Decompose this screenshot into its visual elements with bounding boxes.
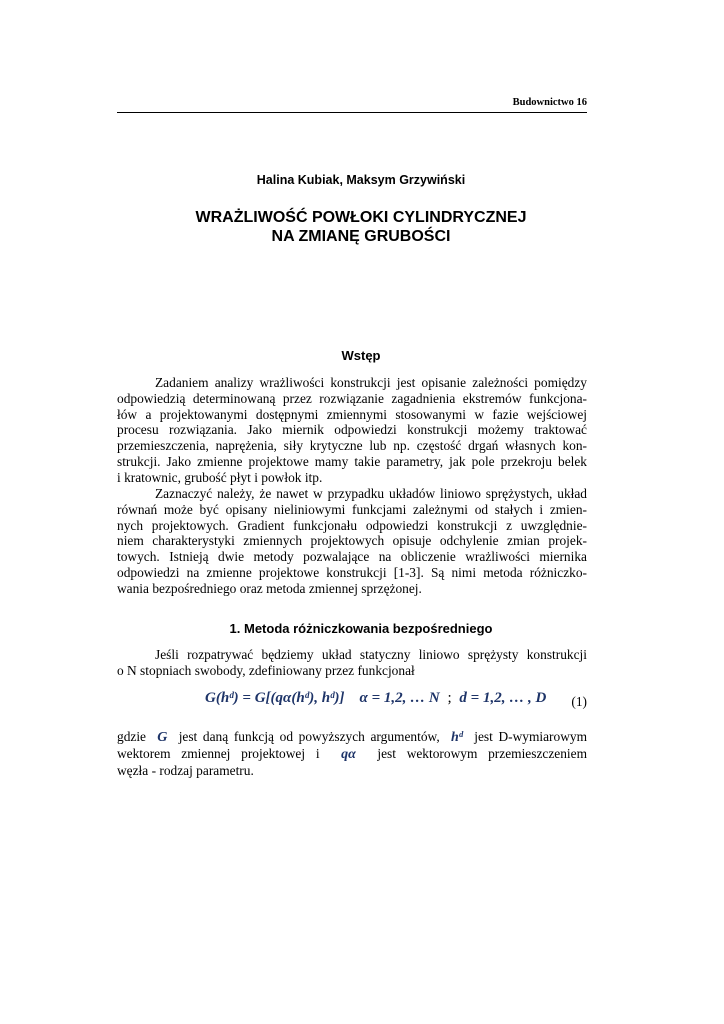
formula-alpha-range: α = 1,2, … N: [359, 690, 440, 706]
formula-separator: ;: [447, 690, 452, 706]
text-line: i kratownic, grubość płyt i powłok itp.: [117, 469, 323, 485]
text-line: o N stopniach swobody, zdefiniowany przez funkcjonał: [117, 662, 415, 678]
text-line: towych. Istnieją dwie metody pozwalające na obliczenie wrażliwości miernika: [117, 549, 587, 565]
text-line: odpowiedzi na zmienne projektowe konstrukcji [1-3]. Są nimi metoda różniczko-: [117, 564, 587, 580]
text-line: Zadaniem analizy wrażliwości konstrukcji jest opisanie zależności pomiędzy: [155, 375, 587, 390]
text-line: równań może być opisany nieliniowymi funkcjami zależnymi od stałych i zmien-: [117, 501, 587, 517]
journal-name: Budownictwo 16: [512, 97, 587, 108]
symbol-h: hᵈ: [450, 730, 463, 745]
intro-paragraph-1: [117, 375, 587, 486]
equation-number: (1): [571, 694, 587, 709]
text-line: Jeśli rozpatrywać będziemy układ statyczny liniowo sprężysty konstrukcji: [155, 647, 587, 662]
symbol-g: G: [157, 730, 168, 745]
text-line: węzła - rodzaj parametru.: [117, 762, 254, 778]
text-line: nych projektowych. Gradient funkcjonału odpowiedzi konstrukcji z uwzględnie-: [117, 517, 587, 533]
text-fragment: wektorem zmiennej projektowej i: [117, 745, 320, 761]
symbol-q: qα: [341, 746, 356, 762]
text-line: niem charakterystyki zmiennych projektowych opisuje odchylenie zmian projek-: [117, 533, 587, 549]
authors: Halina Kubiak, Maksym Grzywiński: [256, 173, 466, 187]
paper-title: [117, 208, 605, 246]
section-1-heading: 1. Metoda różniczkowania bezpośredniego: [229, 621, 493, 636]
text-line: Zaznaczyć należy, że nawet w przypadku układów liniowo sprężystych, układ: [155, 486, 587, 501]
text-fragment: jest wektorowym przemieszczeniem: [377, 745, 587, 761]
running-header: [117, 97, 587, 113]
title-line-1: WRAŻLIWOŚĆ POWŁOKI CYLINDRYCZNEJ: [195, 209, 527, 226]
formula-main: G(hᵈ) = G[(qα(hᵈ), hᵈ)]: [205, 690, 345, 706]
text-line: odpowiedzią determinowaną przez rozwiązanie zagadnienia ekstremów funkcjona-: [117, 390, 587, 406]
intro-heading: Wstęp: [341, 348, 381, 363]
text-line: przemieszczenia, naprężenia, siły krytyczne lub np. częstość drgań własnych kon-: [117, 438, 587, 454]
text-fragment: jest D-wymiarowym: [474, 729, 587, 744]
equation-1: [117, 690, 587, 714]
formula-d-range: d = 1,2, … , D: [459, 690, 547, 706]
text-line: łów a projektowanymi dostępnymi zmiennymi stosowanymi w fazie wejściowej: [117, 406, 587, 422]
formula: [205, 690, 546, 707]
section-1-paragraph-1: [117, 647, 587, 679]
intro-paragraph-2: [117, 486, 587, 597]
text-line: strukcji. Jako zmienne projektowe mamy takie parametry, jak pole przekroju belek: [117, 453, 587, 469]
text-fragment: jest daną funkcją od powyższych argumentów,: [178, 729, 440, 744]
section-1-paragraph-2: [117, 729, 587, 778]
text-line: [117, 729, 587, 746]
text-line: wania bezpośredniego oraz metoda zmiennej sprzężonej.: [117, 580, 422, 596]
text-line: [117, 746, 587, 763]
text-fragment: gdzie: [117, 729, 146, 744]
text-line: procesu rozwiązania. Jako miernik odpowiedzi konstrukcji możemy traktować: [117, 422, 587, 438]
title-line-2: NA ZMIANĘ GRUBOŚCI: [271, 228, 451, 245]
